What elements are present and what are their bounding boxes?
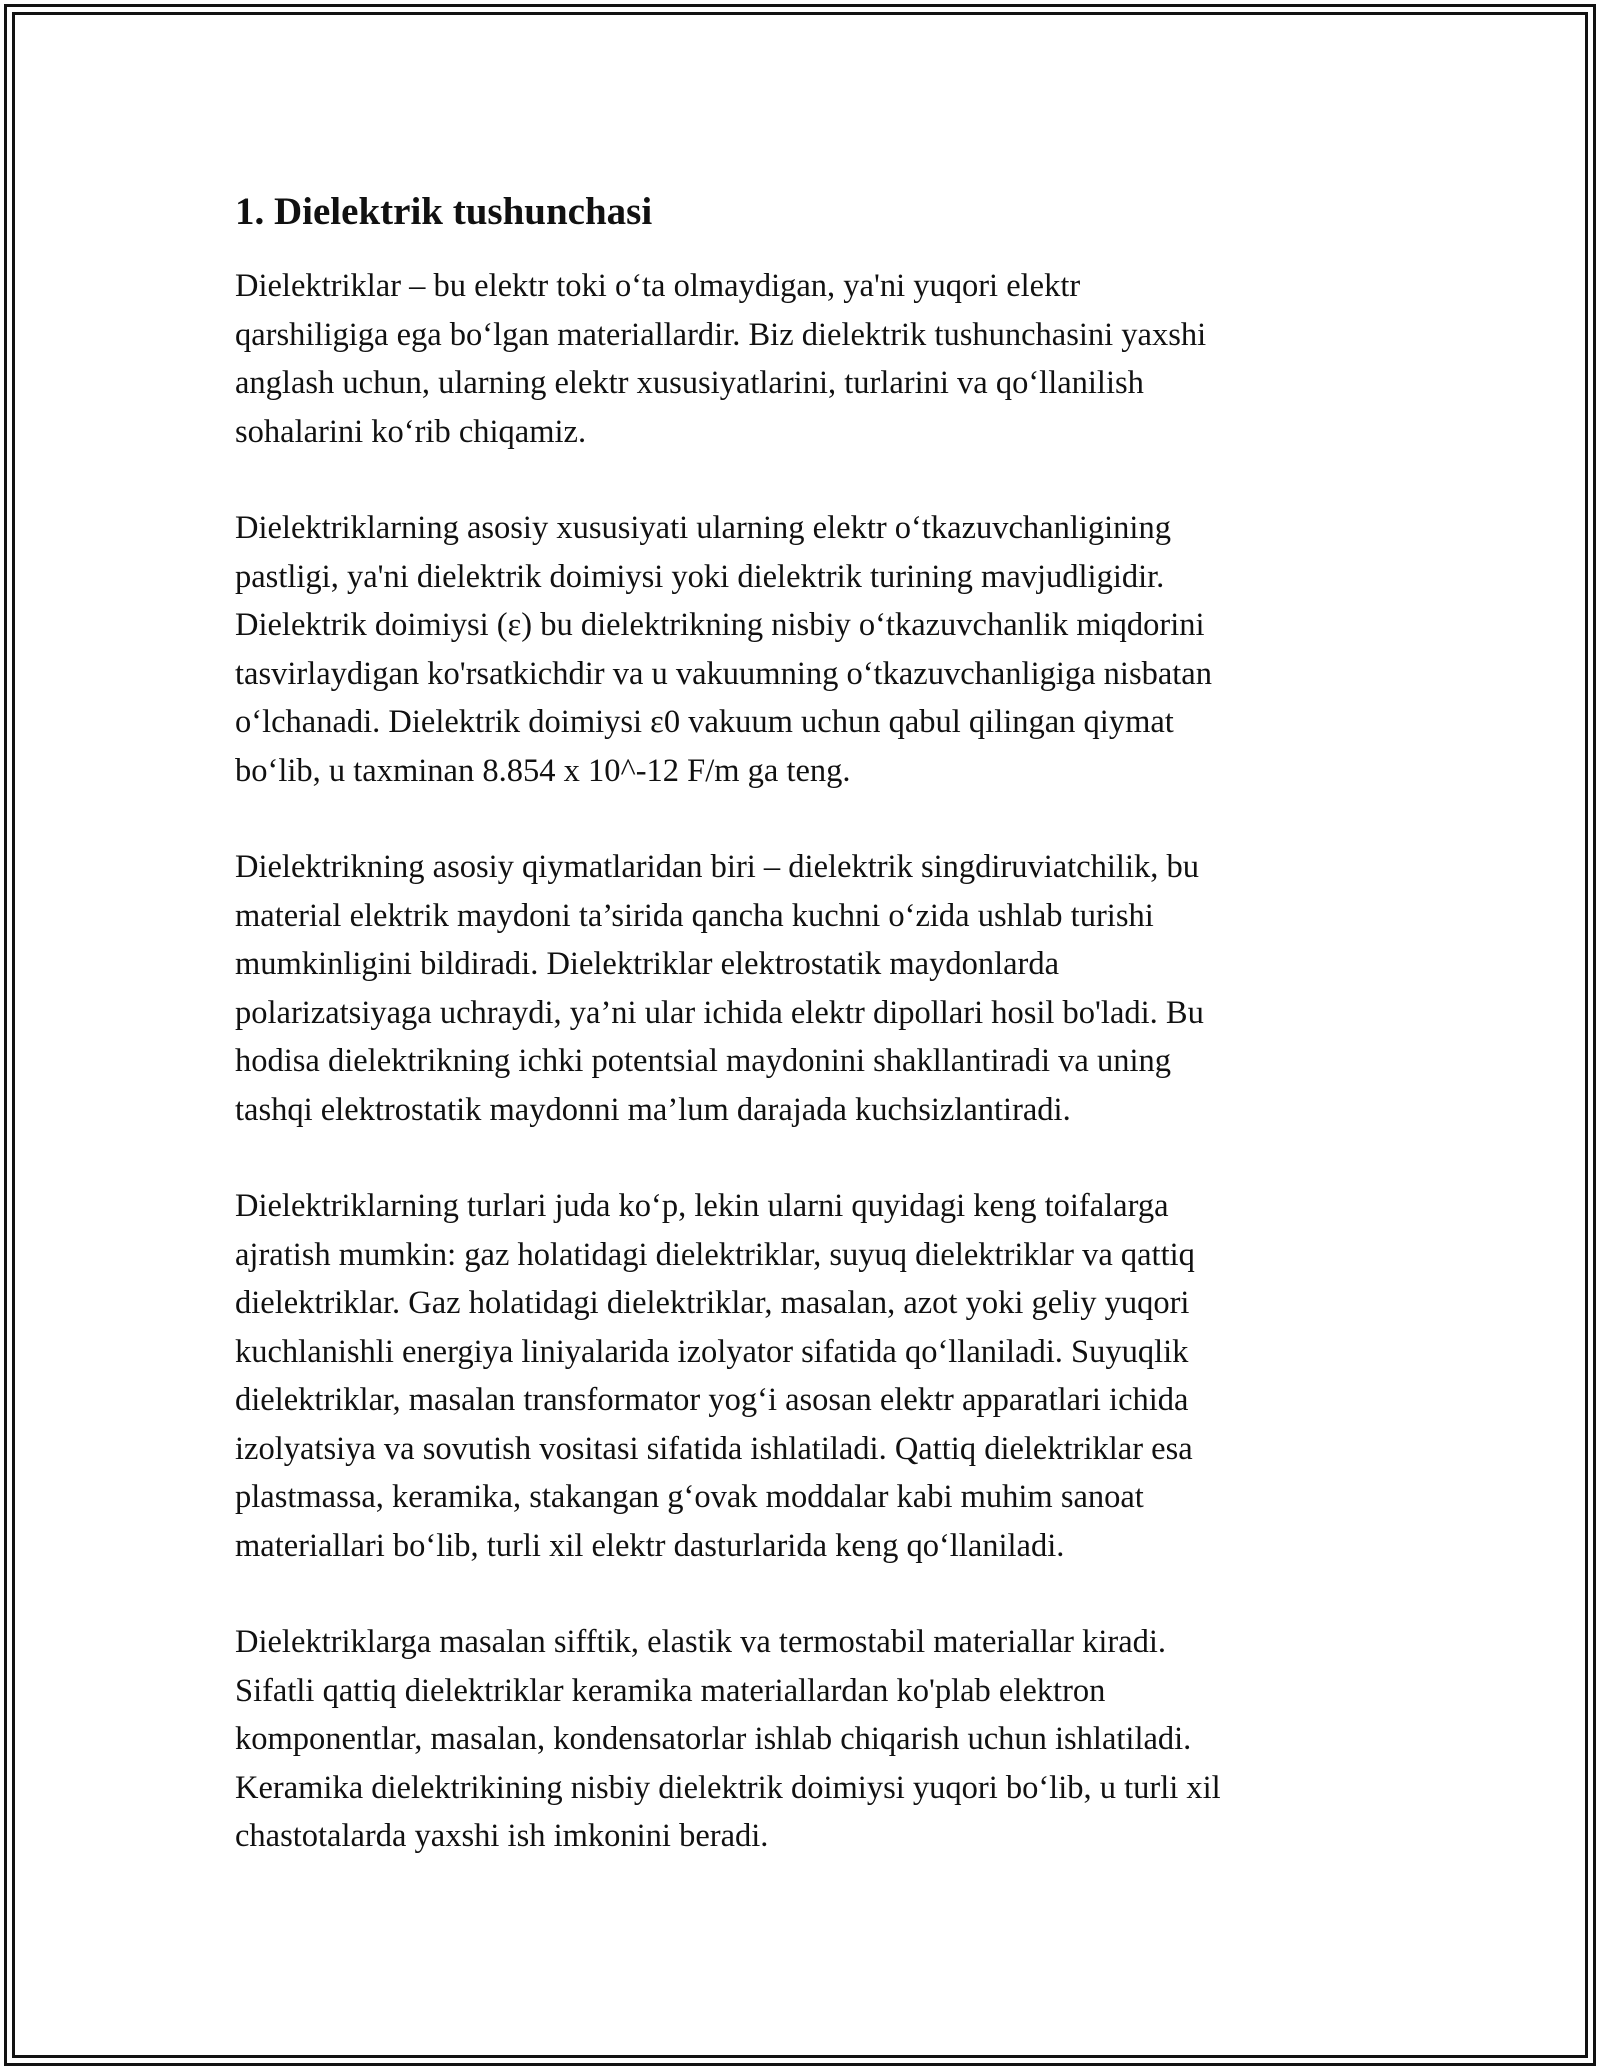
paragraph-materials: Dielektriklarga masalan sifftik, elastik va termostabil materiallar kiradi. Sifatli qattiq dielektriklar keramika materiallardan ko'plab elektron komponentlar, masalan, kondensatorlar ishlab chiqarish uchun ishlatiladi. Keramika dielektrikining nisbiy dielektrik doimiysi yuqori bo‘lib, u turli xil chastotalarda yaxshi ish imkonini beradi. xyxy=(235,1624,1221,1854)
paragraph-dielectric-constant: Dielektriklarning asosiy xususiyati ularning elektr o‘tkazuvchanligining pastligi, ya'ni dielektrik doimiysi yoki dielektrik turining mavjudligidir. Dielektrik doimiysi (ε) bu dielektrikning nisbiy o‘tkazuvchanlik miqdorini tasvirlaydigan ko'rsatkichdir va u vakuumning o‘tkazuvchanligiga nisbatan o‘lchanadi. Dielektrik doimiysi ε0 vakuum uchun qabul qilingan qiymat bo‘lib, u taxminan 8.854 x 10^-12 F/m ga teng. xyxy=(235,510,1212,789)
paragraph-polarization: Dielektrikning asosiy qiymatlaridan biri – dielektrik singdiruviatchilik, bu material elektrik maydoni ta’sirida qancha kuchni o‘zida ushlab turishi mumkinligini bildiradi. Dielektriklar elektrostatik maydonlarda polarizatsiyaga uchraydi, ya’ni ular ichida elektr dipollari hosil bo'ladi. Bu hodisa dielektrikning ichki potentsial maydonini shakllantiradi va uning tashqi elektrostatik maydonni ma’lum darajada kuchsizlantiradi. xyxy=(235,849,1204,1128)
paragraph-types: Dielektriklarning turlari juda ko‘p, lekin ularni quyidagi keng toifalarga ajratish mumkin: gaz holatidagi dielektriklar, suyuq dielektriklar va qattiq dielektriklar. Gaz holatidagi dielektriklar, masalan, azot yoki geliy yuqori kuchlanishli energiya liniyalarida izolyator sifatida qo‘llaniladi. Suyuqlik dielektriklar, masalan transformator yog‘i asosan elektr apparatlari ichida izolyatsiya va sovutish vositasi sifatida ishlatiladi. Qattiq dielektriklar esa plastmassa, keramika, stakangan g‘ovak moddalar kabi muhim sanoat materiallari bo‘lib, turli xil elektr dasturlarida keng qo‘llaniladi. xyxy=(235,1188,1195,1564)
document-body xyxy=(235,186,1375,1909)
document-title: 1. Dielektrik tushunchasi xyxy=(235,190,653,233)
paragraph-definition: Dielektriklar – bu elektr toki o‘ta olmaydigan, ya'ni yuqori elektr qarshiligiga ega bo‘lgan materiallardir. Biz dielektrik tushunchasini yaxshi anglash uchun, ularning elektr xususiyatlarini, turlarini va qo‘llanilish sohalarini ko‘rib chiqamiz. xyxy=(235,268,1207,450)
